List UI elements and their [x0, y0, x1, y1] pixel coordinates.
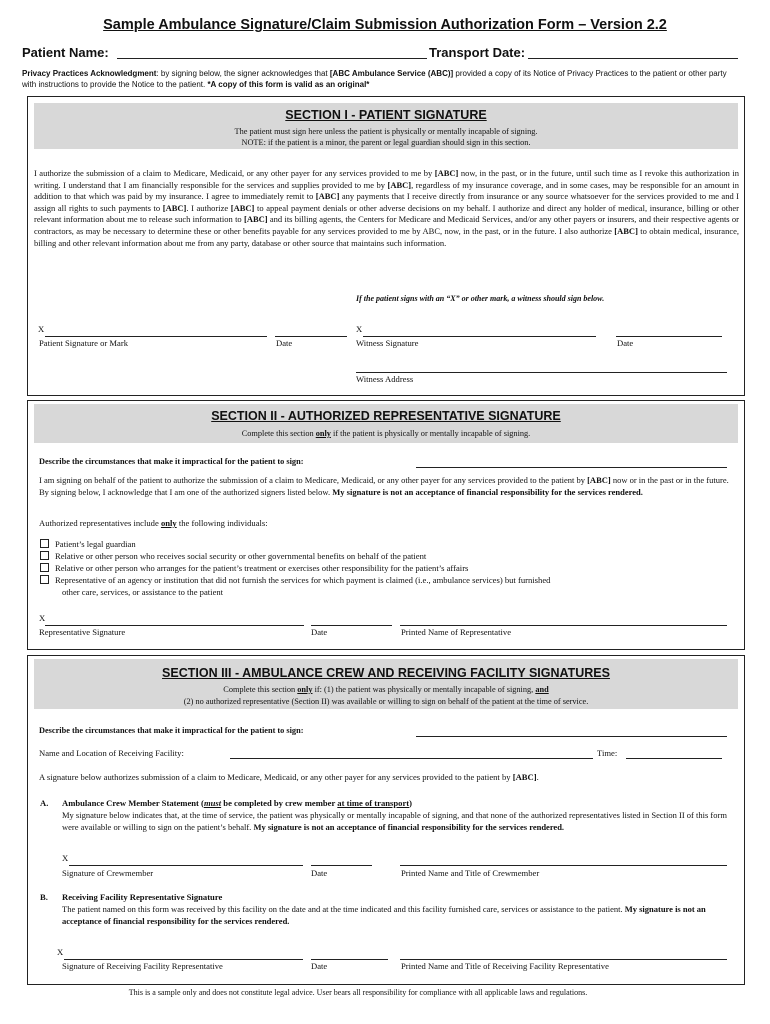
- facility-date-line[interactable]: [311, 959, 388, 960]
- date-label: Date: [617, 338, 634, 348]
- privacy-label: Privacy Practices Acknowledgment: [22, 69, 157, 78]
- section2-header-band: [34, 404, 738, 443]
- x-mark: X: [356, 324, 363, 334]
- section3-heading: SECTION III - AMBULANCE CREW AND RECEIVING FACILITY SIGNATURES: [162, 666, 610, 680]
- facility-label: Name and Location of Receiving Facility:: [39, 748, 184, 758]
- date-label: Date: [311, 627, 328, 637]
- a-title-text: Ambulance Crew Member Statement (: [62, 798, 204, 808]
- rep-option[interactable]: [40, 562, 468, 574]
- rep-option[interactable]: [40, 550, 426, 562]
- reps-text: Authorized representatives include: [39, 518, 161, 528]
- checkbox[interactable]: [40, 575, 49, 584]
- sub-text: if the patient is physically or mentally incapable of signing.: [330, 429, 531, 438]
- a-statement: [62, 810, 727, 834]
- privacy-copy-note: *A copy of this form is valid as an original*: [207, 80, 370, 89]
- section1-header-band: [34, 103, 738, 149]
- auth-text: to appeal payment denials or other adverse decisions on my behalf. I authorize and direct any holder of medical, insurance, billing or other relevant information about me to release such information to: [34, 202, 739, 225]
- rep-option-label: Relative or other person who receives social security or other governmental benefits on behalf of the patient: [55, 551, 427, 561]
- facility-field[interactable]: [230, 758, 593, 759]
- crew-name-label: Printed Name and Title of Crewmember: [401, 868, 540, 878]
- crew-sig-label: Signature of Crewmember: [62, 868, 154, 878]
- rep-printed-name-line[interactable]: [400, 625, 727, 626]
- auth-text: and its billing agents, the Centers for Medicare and Medicaid Services, and/or any other payers or insurers, and their respective agents or contractors, as may be necessary to determine these or other benefits payable for any services provided to me by ABC, now, in the past, or in the future. I also authorize: [34, 214, 739, 236]
- patient-date-line[interactable]: [275, 336, 347, 337]
- rep-signature-line[interactable]: [45, 625, 304, 626]
- section3-header-band: [34, 659, 738, 709]
- section2-box: [27, 400, 745, 650]
- witness-address-line[interactable]: [356, 372, 727, 373]
- checkbox[interactable]: [40, 563, 49, 572]
- x-mark: X: [39, 613, 46, 623]
- privacy-acknowledgment: [22, 68, 742, 90]
- witness-date-line[interactable]: [616, 336, 722, 337]
- rep-text-bold: My signature is not an acceptance of financial responsibility for the services rendered.: [332, 486, 643, 497]
- facility-signature-line[interactable]: [64, 959, 303, 960]
- patient-signature-line[interactable]: [45, 336, 267, 337]
- transport-date-label: Transport Date:: [429, 45, 526, 60]
- rep-option-label: Patient’s legal guardian: [55, 539, 136, 549]
- auth-text: now, in the past, or in the future, until such time as I revoke this authorization in writing. I understand that I am financially responsible for the services and supplies provided to me by: [34, 168, 739, 190]
- b-text-bold: My signature is not an acceptance of financial responsibility for the services rendered.: [62, 904, 706, 926]
- sub-only: only: [297, 685, 313, 694]
- witness-sig-label: Witness Signature: [356, 338, 419, 348]
- sub-text: Complete this section: [223, 685, 298, 694]
- patient-name-field[interactable]: [117, 58, 427, 59]
- describe-label: Describe the circumstances that make it impractical for the patient to sign:: [39, 726, 304, 735]
- privacy-abc: [ABC Ambulance Service (ABC)]: [329, 69, 454, 78]
- abc-ref: [ABC]: [434, 168, 459, 178]
- crew-name-line[interactable]: [400, 865, 727, 866]
- a-title: [62, 798, 412, 808]
- abc-ref: [ABC]: [315, 191, 340, 202]
- sub-and: and: [535, 685, 549, 694]
- section1-heading: SECTION I - PATIENT SIGNATURE: [285, 108, 487, 122]
- describe-field[interactable]: [416, 736, 727, 737]
- facility-name-line[interactable]: [400, 959, 727, 960]
- section1-authorization-text: [34, 168, 739, 249]
- abc-ref: [ABC]: [230, 202, 255, 213]
- a-text: My signature below indicates that, at the time of service, the patient was physically or mentally incapable of signing, and that none of the authorized representatives listed in Section II of this form were available or willing to sign on the patient’s behalf.: [62, 810, 727, 832]
- rep-text: I am signing on behalf of the patient to authorize the submission of a claim to Medicare, Medicaid, or any other payer for any services provided to the patient by: [39, 475, 588, 485]
- auth-text: , regardless of my insurance coverage, and in some cases, may be responsible for an amount in addition to that which was paid by my insurance. I agree to immediately remit to: [34, 179, 740, 202]
- b-title: Receiving Facility Representative Signature: [62, 892, 223, 902]
- rep-option-cont: other care, services, or assistance to the patient: [62, 587, 224, 597]
- describe-label: Describe the circumstances that make it impractical for the patient to sign:: [39, 457, 304, 466]
- rep-date-line[interactable]: [311, 625, 392, 626]
- rep-option-label: Relative or other person who arranges for the patient’s treatment or exercises other responsibility for the patient’s affairs: [55, 563, 469, 573]
- rep-option[interactable]: [40, 538, 136, 550]
- time-label: Time:: [597, 748, 618, 758]
- describe-field[interactable]: [416, 467, 727, 468]
- x-mark: X: [57, 947, 64, 957]
- auth-text: A signature below authorizes submission of a claim to Medicare, Medicaid, or any other payer for any services provided to the patient by: [39, 772, 513, 782]
- rep-option-label: Representative of an agency or institution that did not furnish the services for which payment is claimed (i.e., ambulance services) but furnished: [55, 575, 551, 585]
- auth-text: any payments that I receive directly from insurance or any source whatsoever for the services provided to me and I assign all rights to such payments to: [34, 191, 739, 213]
- x-mark: X: [38, 324, 45, 334]
- auth-text: to obtain medical, insurance, billing and other relevant information about me from any party, database or other source that maintains such information.: [34, 225, 739, 248]
- section1-box: [27, 96, 745, 396]
- a-title-text: be completed by crew member: [221, 798, 338, 808]
- x-mark: X: [62, 853, 69, 863]
- fac-name-label: Printed Name and Title of Receiving Facility Representative: [401, 961, 609, 971]
- sub-text: if: (1) the patient was physically or mentally incapable of signing,: [312, 685, 536, 694]
- b-letter: B.: [40, 892, 48, 902]
- sub-only: only: [315, 429, 331, 438]
- section3-sub1: [34, 684, 738, 695]
- footer-disclaimer: This is a sample only and does not constitute legal advice. User bears all responsibility for compliance with all applicable laws and regulations.: [128, 988, 588, 997]
- abc-ref: [ABC]: [387, 179, 412, 190]
- a-title-text: ): [409, 798, 413, 808]
- date-label: Date: [311, 868, 328, 878]
- abc-ref: [ABC]: [614, 225, 638, 236]
- auth-text: . I authorize: [186, 202, 231, 213]
- witness-note: If the patient signs with an “X” or other mark, a witness should sign below.: [356, 294, 605, 303]
- transport-date-field[interactable]: [528, 58, 738, 59]
- abc-ref: [ABC]: [587, 475, 611, 485]
- rep-text: now or in the past or in the future. By signing below, I acknowledge that I am one of the authorized signers listed below.: [39, 475, 729, 497]
- reps-intro: [39, 518, 268, 528]
- date-label: Date: [276, 338, 293, 348]
- a-time: at time of transport: [337, 798, 410, 808]
- reps-only: only: [160, 518, 177, 528]
- section1-sub2: NOTE: if the patient is a minor, the parent or legal guardian should sign in this section.: [241, 138, 531, 147]
- abc-ref: [ABC]: [162, 202, 187, 213]
- time-field[interactable]: [626, 758, 722, 759]
- checkbox[interactable]: [40, 551, 49, 560]
- section3-sub2: (2) no authorized representative (Section II) was available or willing to sign on behalf of the patient at the time of service.: [183, 697, 589, 706]
- section2-sub: [34, 428, 738, 439]
- privacy-text-1: : by signing below, the signer acknowledges that: [156, 69, 330, 78]
- fac-sig-label: Signature of Receiving Facility Representative: [62, 961, 223, 971]
- form-title: Sample Ambulance Signature/Claim Submission Authorization Form – Version 2.2: [103, 17, 667, 33]
- section2-heading: SECTION II - AUTHORIZED REPRESENTATIVE SIGNATURE: [211, 409, 561, 423]
- date-label: Date: [311, 961, 328, 971]
- reps-text: the following individuals:: [176, 518, 268, 528]
- section3-auth-text: [39, 772, 539, 782]
- checkbox[interactable]: [40, 539, 49, 548]
- witness-signature-line[interactable]: [363, 336, 596, 337]
- section2-text: [39, 475, 729, 499]
- auth-text: I authorize the submission of a claim to Medicare, Medicaid, or any other payer for any services provided to me by: [34, 168, 435, 178]
- patient-sig-label: Patient Signature or Mark: [39, 338, 129, 348]
- rep-sig-label: Representative Signature: [39, 627, 126, 637]
- sub-text: Complete this section: [241, 429, 316, 438]
- witness-address-label: Witness Address: [356, 374, 414, 384]
- a-letter: A.: [40, 798, 49, 808]
- a-text-bold: My signature is not an acceptance of financial responsibility for the services rendered.: [253, 821, 565, 832]
- b-text: The patient named on this form was received by this facility on the date and at the time indicated and this facility furnished care, services or assistance to the patient.: [62, 904, 625, 914]
- patient-name-label: Patient Name:: [22, 45, 109, 60]
- privacy-text-2: provided a copy of its Notice of Privacy Practices to the patient or other party with instructions to provide the Notice to the patient.: [22, 69, 727, 89]
- printed-name-label: Printed Name of Representative: [401, 627, 512, 637]
- rep-option[interactable]: [40, 574, 550, 586]
- auth-text: .: [536, 772, 539, 782]
- abc-ref: [ABC]: [243, 214, 268, 225]
- crew-date-line[interactable]: [311, 865, 372, 866]
- crew-signature-line[interactable]: [69, 865, 303, 866]
- a-must: must: [203, 798, 222, 808]
- section1-sub1: The patient must sign here unless the patient is physically or mentally incapable of signing.: [234, 127, 538, 136]
- section3-box: [27, 655, 745, 985]
- b-statement: [62, 904, 727, 928]
- abc-ref: [ABC]: [512, 772, 537, 782]
